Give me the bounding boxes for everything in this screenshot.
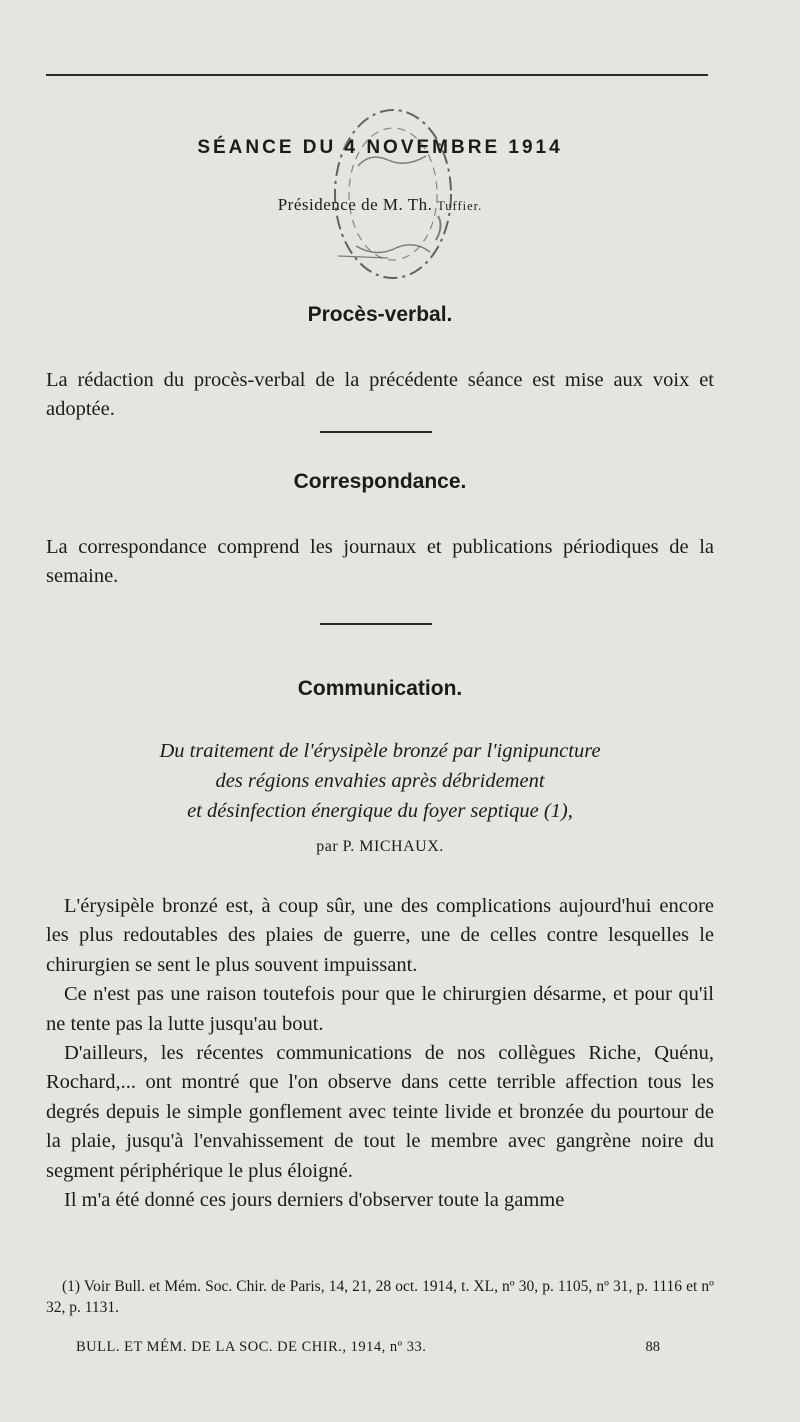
body-paragraph: Il m'a été donné ces jours derniers d'observer toute la gamme [64, 1189, 565, 1212]
president-name: Tuffier. [437, 199, 483, 213]
body-paragraph: Ce n'est pas une raison toutefois pour que le chirurgien désarme, et pour qu'il ne tente pas la lutte jusqu'au bout. [46, 983, 714, 1035]
proces-verbal-text: La rédaction du procès-verbal de la précédente séance est mise aux voix et adoptée. [46, 369, 714, 420]
proces-verbal-heading: Procès-verbal. [307, 303, 453, 326]
correspondance-heading: Correspondance. [293, 470, 467, 493]
article-title [0, 736, 760, 826]
footnote: (1) Voir Bull. et Mém. Soc. Chir. de Paris, 14, 21, 28 oct. 1914, t. XL, nº 30, p. 1105, nº 31, p. 1116 et nº 32, p. 1131. [46, 1278, 714, 1316]
section-divider [320, 623, 432, 625]
presidence-line [0, 195, 760, 215]
article-title-line: Du traitement de l'érysipèle bronzé par l'ignipuncture [159, 740, 601, 762]
top-rule [46, 74, 708, 76]
communication-heading: Communication. [297, 677, 463, 700]
section-divider [320, 431, 432, 433]
library-stamp-icon [318, 96, 468, 292]
body-paragraph: D'ailleurs, les récentes communications de nos collègues Riche, Quénu, Rochard,... ont montré que l'on observe dans cette terrible affection tous les degrés depuis le simple gonflement avec teinte livide et bronzée du pourtour de la plaie, jusqu'à l'envahissement de tout le membre avec gangrène noire du segment périphérique le plus éloigné. [46, 1042, 714, 1182]
article-body [46, 892, 714, 1215]
article-author: par P. MICHAUX. [316, 838, 444, 855]
article-title-line: des régions envahies après débridement [215, 770, 545, 792]
journal-reference: BULL. ET MÉM. DE LA SOC. DE CHIR., 1914, nº 33. [76, 1339, 427, 1355]
article-title-line: et désinfection énergique du foyer septique (1), [187, 800, 573, 822]
correspondance-text: La correspondance comprend les journaux et publications périodiques de la semaine. [46, 536, 714, 587]
seance-heading: SÉANCE DU 4 NOVEMBRE 1914 [197, 137, 563, 158]
page-number: 88 [645, 1339, 660, 1355]
presidence-prefix: Présidence de M. Th. [277, 195, 438, 214]
body-paragraph: L'érysipèle bronzé est, à coup sûr, une des complications aujourd'hui encore les plus redoutables des plaies de guerre, une de celles contre lesquelles le chirurgien se sent le plus souvent impuissant. [46, 895, 714, 976]
